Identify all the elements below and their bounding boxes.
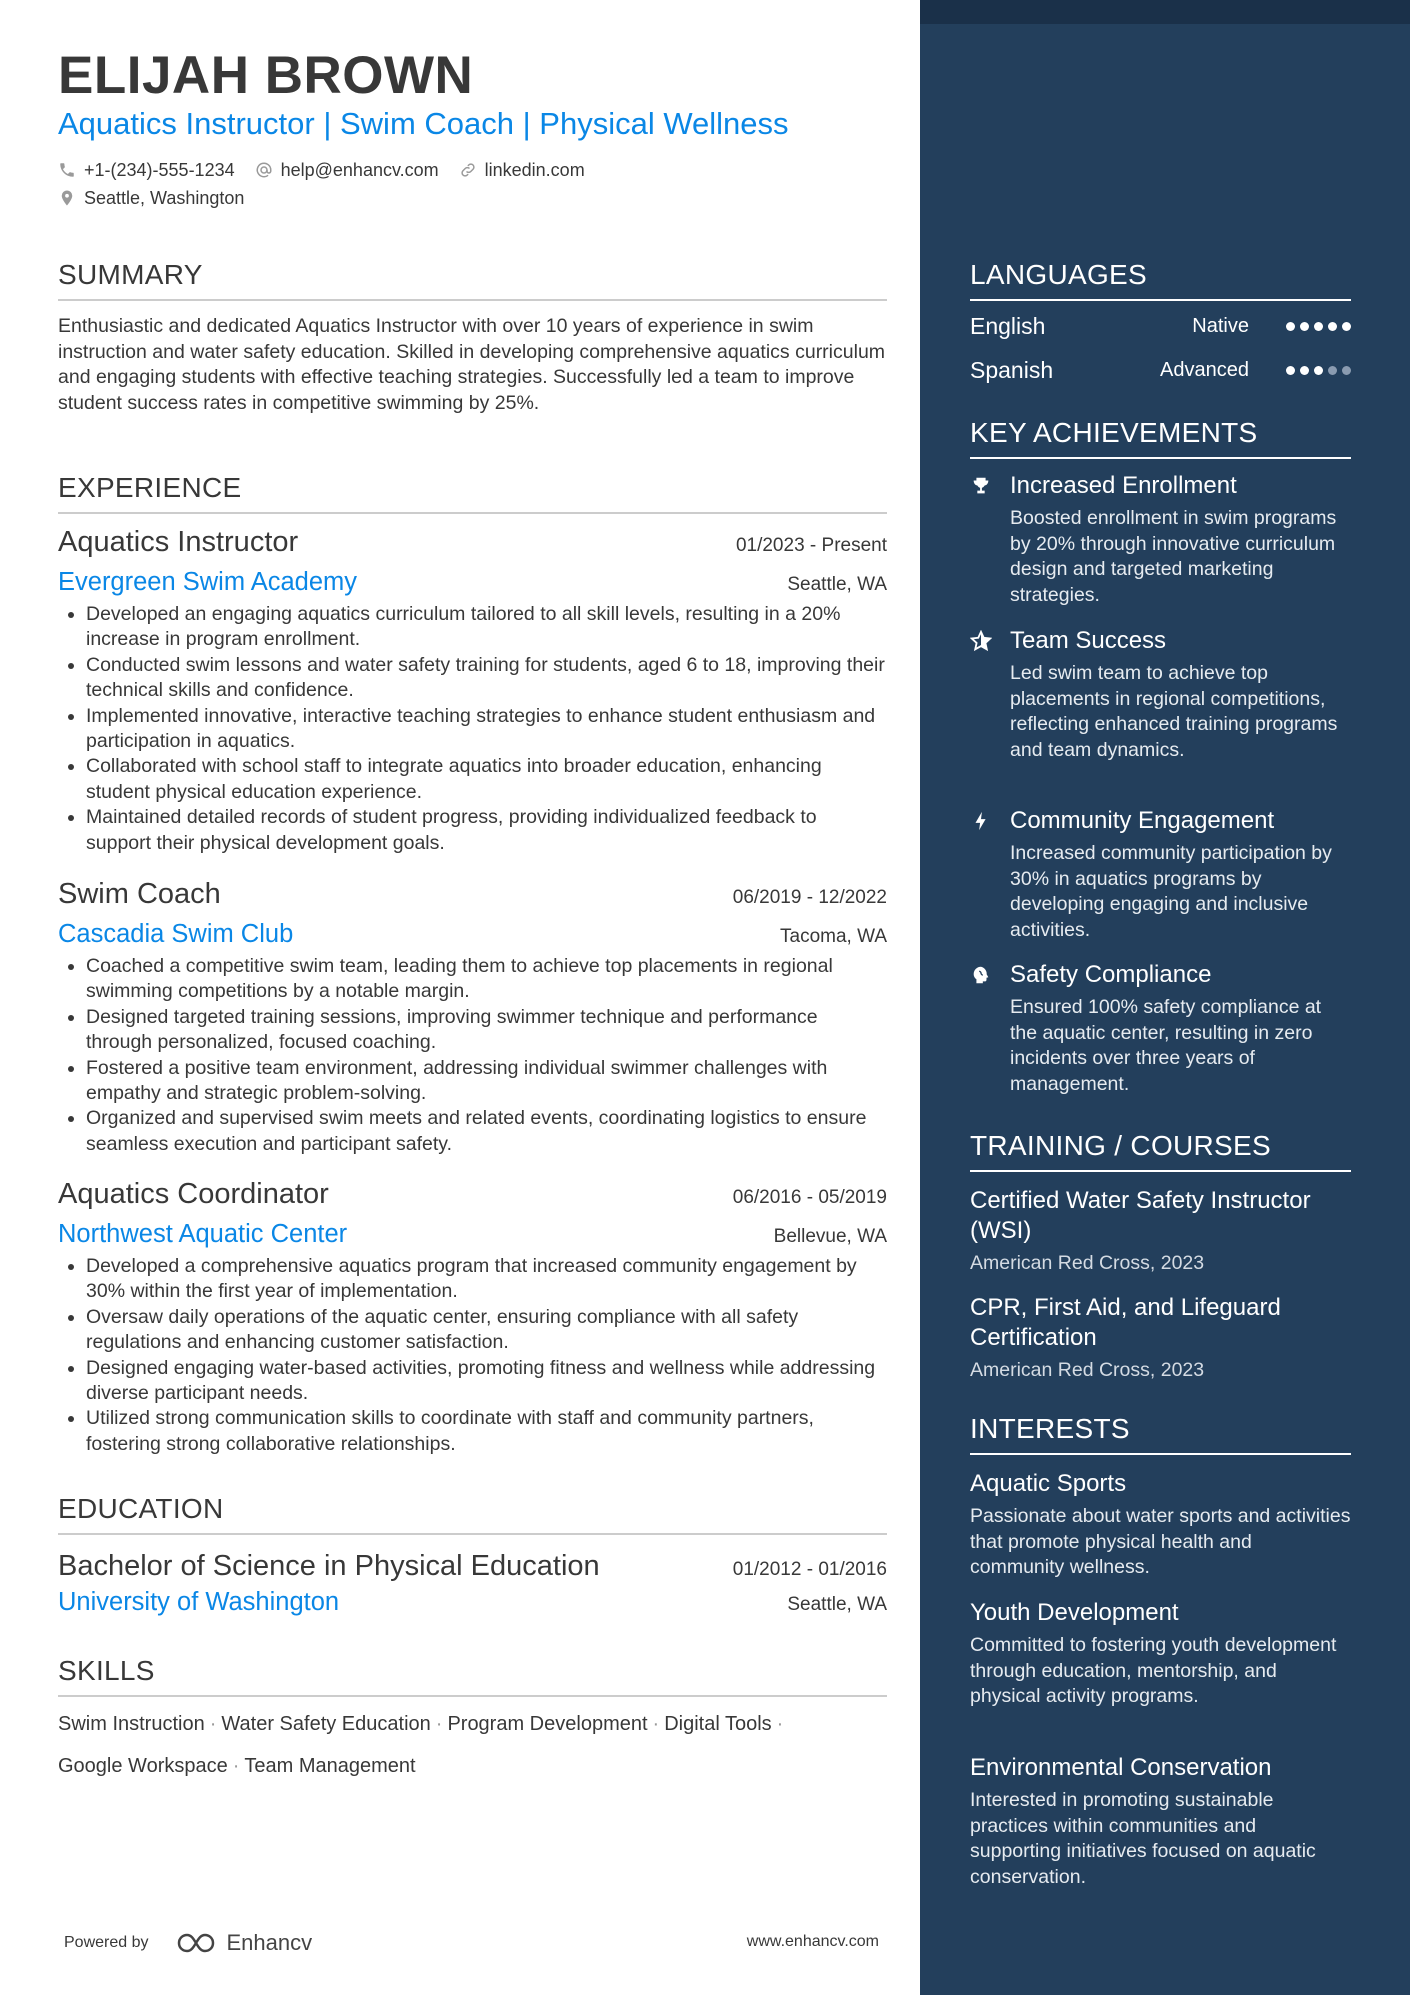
job-company: Cascadia Swim Club (58, 920, 294, 948)
brain-icon (970, 964, 992, 986)
job-bullet: • Implemented innovative, interactive teaching strategies to enhance student enthusiasm and participation in aquatics. (86, 704, 887, 755)
language-level: Native (1192, 315, 1249, 337)
achievement-title: Team Success (1010, 627, 1167, 654)
linkedin-text: linkedin.com (484, 159, 585, 180)
interest-title: Environmental Conservation (970, 1754, 1272, 1781)
achievement-title: Increased Enrollment (1010, 472, 1237, 499)
job-dates: 06/2016 - 05/2019 (732, 1187, 887, 1208)
language-row (970, 313, 1351, 340)
at-icon (255, 161, 273, 179)
location-text: Seattle, Washington (84, 187, 245, 208)
job-location: Seattle, WA (787, 574, 887, 595)
rating-dot (1342, 322, 1351, 331)
job-dates: 01/2023 - Present (735, 535, 887, 556)
language-row (970, 357, 1351, 384)
job-bullet: • Designed targeted training sessions, improving swimmer technique and performance through personalized, focused coaching. (86, 1005, 887, 1056)
rating-dot (1300, 366, 1309, 375)
skills-list: Swim Instruction · Water Safety Education · Program Development · Digital Tools · Google Workspace · Team Management (58, 1713, 784, 1777)
achievement-desc: Ensured 100% safety compliance at the aquatic center, resulting in zero incidents over three years of management. (1010, 996, 1322, 1095)
skill-item: Google Workspace (58, 1755, 228, 1777)
interest-item (970, 1597, 1351, 1710)
language-name: English (970, 313, 1046, 339)
skill-item: Water Safety Education (221, 1713, 431, 1735)
job-bullet: • Fostered a positive team environment, addressing individual swimmer challenges with empathy and strategic problem-solving. (86, 1056, 887, 1107)
job-bullet: • Utilized strong communication skills to coordinate with staff and community partners, fostering strong collaborative relationships. (86, 1406, 887, 1457)
link-icon (459, 161, 477, 179)
degree-title: Bachelor of Science in Physical Education (58, 1550, 600, 1582)
course-provider: American Red Cross, 2023 (970, 1359, 1205, 1381)
rating-dot (1286, 366, 1295, 375)
sidebar-top-bar (920, 0, 1410, 24)
interest-item (970, 1752, 1351, 1890)
powered-by-label: Powered by (64, 1934, 149, 1951)
achievement-title: Safety Compliance (1010, 961, 1212, 988)
job-entry (58, 1176, 887, 1457)
job-title: Swim Coach (58, 878, 221, 910)
achievement-item (970, 625, 1351, 763)
course-title: CPR, First Aid, and Lifeguard Certification (970, 1294, 1281, 1351)
brand-name: Enhancv (226, 1930, 313, 1955)
lightning-icon (970, 810, 992, 832)
job-bullet: • Developed an engaging aquatics curriculum tailored to all skill levels, resulting in a 20% increase in program enrollment. (86, 602, 887, 653)
job-location: Tacoma, WA (780, 926, 887, 947)
language-level: Advanced (1160, 359, 1249, 381)
star-icon (970, 630, 992, 652)
job-bullets (58, 954, 887, 1157)
enhancv-logo[interactable] (175, 1930, 313, 1956)
rating-dot (1300, 322, 1309, 331)
job-bullets (58, 602, 887, 856)
job-bullet: • Conducted swim lessons and water safety training for students, aged 6 to 18, improving their technical skills and confidence. (86, 653, 887, 704)
training-heading: TRAINING / COURSES (970, 1128, 1351, 1172)
job-bullets (58, 1254, 887, 1457)
job-title: Aquatics Coordinator (58, 1178, 329, 1210)
job-bullet: • Maintained detailed records of student progress, providing individualized feedback to support their physical development goals. (86, 805, 887, 856)
course-title: Certified Water Safety Instructor (WSI) (970, 1187, 1311, 1244)
education-entry (58, 1548, 887, 1618)
rating-dot (1328, 366, 1337, 375)
skill-item: Digital Tools (664, 1713, 772, 1735)
skills-heading: SKILLS (58, 1653, 887, 1697)
rating-dot (1314, 322, 1323, 331)
achievement-item (970, 470, 1351, 608)
website-link[interactable]: www.enhancv.com (746, 1933, 879, 1950)
linkedin-contact[interactable] (459, 160, 585, 181)
skill-item: Swim Instruction (58, 1713, 205, 1735)
job-location: Bellevue, WA (773, 1226, 887, 1247)
interest-item (970, 1468, 1351, 1581)
language-rating (1281, 366, 1351, 375)
achievement-title: Community Engagement (1010, 807, 1275, 834)
location-pin-icon (58, 189, 76, 207)
job-entry (58, 876, 887, 1157)
job-company: Northwest Aquatic Center (58, 1220, 348, 1248)
experience-heading: EXPERIENCE (58, 470, 887, 514)
candidate-title: Aquatics Instructor | Swim Coach | Physical Wellness (58, 106, 789, 141)
language-rating (1281, 322, 1351, 331)
interest-title: Aquatic Sports (970, 1470, 1127, 1497)
education-heading: EDUCATION (58, 1491, 887, 1535)
job-entry (58, 524, 887, 856)
job-bullet: • Organized and supervised swim meets and related events, coordinating logistics to ensure seamless execution and participant safety. (86, 1106, 887, 1157)
achievement-item (970, 805, 1351, 943)
course-provider: American Red Cross, 2023 (970, 1252, 1205, 1274)
achievement-desc: Boosted enrollment in swim programs by 20% through innovative curriculum design and targeted marketing strategies. (1010, 507, 1337, 606)
job-title: Aquatics Instructor (58, 526, 299, 558)
job-dates: 06/2019 - 12/2022 (732, 887, 887, 908)
email-text: help@enhancv.com (280, 159, 439, 180)
achievement-desc: Led swim team to achieve top placements in regional competitions, reflecting enhanced training programs and team dynamics. (1010, 662, 1338, 761)
interest-desc: Passionate about water sports and activities that promote physical health and community wellness. (970, 1505, 1351, 1579)
email-contact[interactable] (255, 160, 439, 181)
rating-dot (1314, 366, 1323, 375)
enhancv-logo-icon (175, 1931, 221, 1955)
course-item (970, 1293, 1351, 1382)
summary-heading: SUMMARY (58, 257, 887, 301)
rating-dot (1328, 322, 1337, 331)
interest-desc: Committed to fostering youth development through education, mentorship, and physical activity programs. (970, 1634, 1337, 1708)
interest-title: Youth Development (970, 1599, 1179, 1626)
education-dates: 01/2012 - 01/2016 (732, 1559, 887, 1580)
sidebar (920, 0, 1410, 1995)
languages-heading: LANGUAGES (970, 257, 1351, 301)
interest-desc: Interested in promoting sustainable practices within communities and supporting initiatives focused on aquatic conservation. (970, 1789, 1316, 1888)
location-contact (58, 188, 244, 209)
skill-item: Team Management (244, 1755, 416, 1777)
language-name: Spanish (970, 357, 1054, 383)
job-bullet: • Developed a comprehensive aquatics program that increased community engagement by 30% within the first year of implementation. (86, 1254, 887, 1305)
job-bullet: • Designed engaging water-based activities, promoting fitness and wellness while addressing diverse participant needs. (86, 1356, 887, 1407)
job-bullet: • Oversaw daily operations of the aquatic center, ensuring compliance with all safety regulations and enhancing customer satisfaction. (86, 1305, 887, 1356)
skill-item: Program Development (447, 1713, 648, 1735)
achievements-heading: KEY ACHIEVEMENTS (970, 415, 1351, 459)
rating-dot (1342, 366, 1351, 375)
candidate-name: ELIJAH BROWN (58, 46, 474, 105)
contact-info (58, 156, 605, 212)
achievement-item (970, 959, 1351, 1097)
interests-heading: INTERESTS (970, 1411, 1351, 1455)
course-item (970, 1186, 1351, 1275)
phone-contact (58, 160, 235, 181)
job-company: Evergreen Swim Academy (58, 568, 358, 596)
school-name: University of Washington (58, 1588, 340, 1616)
summary-text: Enthusiastic and dedicated Aquatics Instructor with over 10 years of experience in swim instruction and water safety education. Skilled in developing comprehensive aquatics curriculum and engaging students with effective teaching strategies. Successfully led a team to improve student success rates in competitive swimming by 25%. (58, 315, 886, 414)
rating-dot (1286, 322, 1295, 331)
phone-text: +1-(234)-555-1234 (84, 159, 235, 180)
job-bullet: • Collaborated with school staff to integrate aquatics into broader education, enhancing student physical education experience. (86, 754, 887, 805)
job-bullet: • Coached a competitive swim team, leading them to achieve top placements in regional swimming competitions by a notable margin. (86, 954, 887, 1005)
trophy-icon (970, 475, 992, 497)
phone-icon (58, 161, 76, 179)
school-location: Seattle, WA (787, 1594, 887, 1615)
achievement-desc: Increased community participation by 30% in aquatics programs by developing engaging and inclusive activities. (1010, 842, 1332, 941)
